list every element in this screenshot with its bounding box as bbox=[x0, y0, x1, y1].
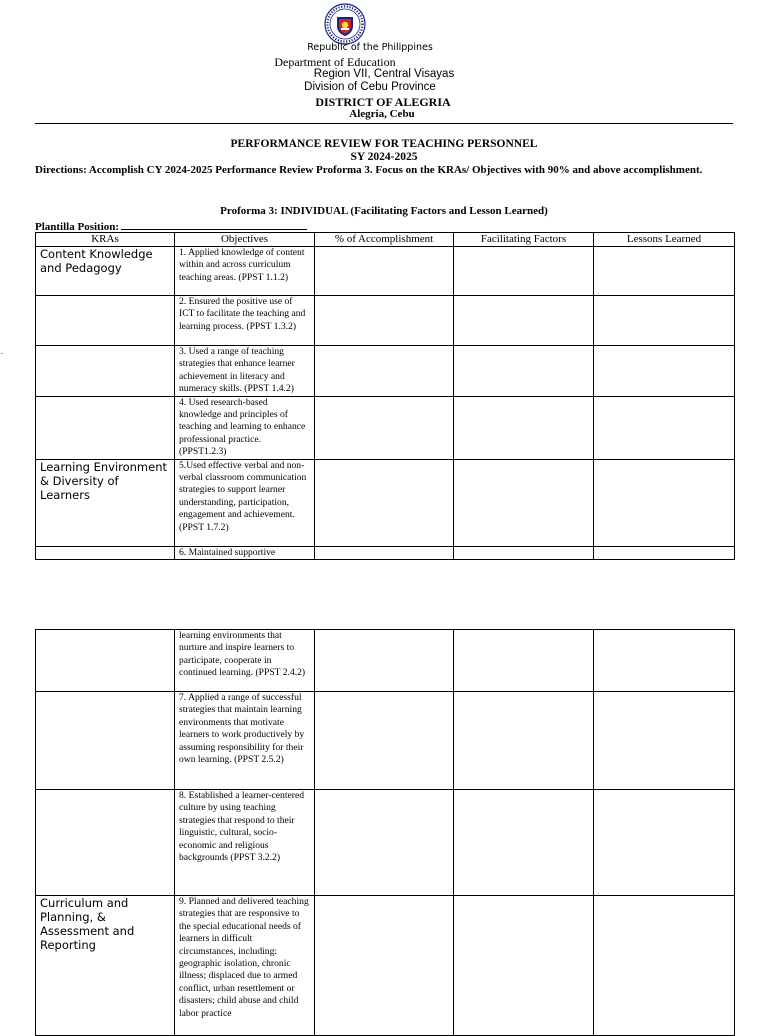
accomplishment-cell[interactable] bbox=[315, 790, 454, 896]
objective-cell: 7. Applied a range of successful strategies that maintain learning environments that motivate learners to work productively by assuming responsibility for their own learning. (PPST 2.5.2) bbox=[175, 692, 315, 790]
directions-text: Directions: Accomplish CY 2024-2025 Performance Review Proforma 3. Focus on the KRAs/ Objectives with 90% and above accomplishment. bbox=[35, 164, 703, 176]
lessons-learned-cell[interactable] bbox=[594, 459, 735, 546]
proforma-title: Proforma 3: INDIVIDUAL (Facilitating Factors and Lesson Learned) bbox=[220, 205, 548, 217]
document-title: PERFORMANCE REVIEW FOR TEACHING PERSONNEL bbox=[230, 138, 538, 150]
lessons-learned-cell[interactable] bbox=[594, 692, 735, 790]
objective-cell: 9. Planned and delivered teaching strategies that are responsive to the special educational needs of learners in difficult circumstances, including: geographic isolation, chronic illness; displaced due to armed conflict, urban resettlement or disasters; child abuse and child labor practice bbox=[175, 896, 315, 1036]
facilitating-factors-cell[interactable] bbox=[454, 296, 594, 346]
accomplishment-cell[interactable] bbox=[315, 546, 454, 559]
kra-cell bbox=[36, 790, 175, 896]
header-accomplishment: % of Accomplishment bbox=[315, 233, 454, 247]
table-row bbox=[36, 296, 735, 346]
kra-cell bbox=[36, 346, 175, 397]
district-text: DISTRICT OF ALEGRIA bbox=[315, 95, 451, 109]
lessons-learned-cell[interactable] bbox=[594, 896, 735, 1036]
accomplishment-cell[interactable] bbox=[315, 296, 454, 346]
kra-cell: Learning Environment & Diversity of Learners bbox=[36, 459, 175, 546]
kra-cell bbox=[36, 692, 175, 790]
facilitating-factors-cell[interactable] bbox=[454, 896, 594, 1036]
objective-cell: 2. Ensured the positive use of ICT to facilitate the teaching and learning process. (PPST 1.3.2) bbox=[175, 296, 315, 346]
kra-cell: Content Knowledge and Pedagogy bbox=[36, 247, 175, 296]
objective-cell: 5.Used effective verbal and non-verbal classroom communication strategies to support learner understanding, participation, engagement and achievement. (PPST 1.7.2) bbox=[175, 459, 315, 546]
table-row bbox=[36, 896, 735, 1036]
table-row bbox=[36, 396, 735, 459]
table-header-row bbox=[36, 233, 735, 247]
header-objectives: Objectives bbox=[175, 233, 315, 247]
lessons-learned-cell[interactable] bbox=[594, 346, 735, 397]
lessons-learned-cell[interactable] bbox=[594, 396, 735, 459]
kra-cell bbox=[36, 630, 175, 692]
facilitating-factors-cell[interactable] bbox=[454, 396, 594, 459]
accomplishment-cell[interactable] bbox=[315, 396, 454, 459]
lessons-learned-cell[interactable] bbox=[594, 296, 735, 346]
school-year: SY 2024-2025 bbox=[350, 151, 418, 163]
kra-cell: Curriculum and Planning, & Assessment and Reporting bbox=[36, 896, 175, 1036]
location-text: Alegria, Cebu bbox=[349, 108, 415, 120]
facilitating-factors-cell[interactable] bbox=[454, 546, 594, 559]
objective-cell: 4. Used research-based knowledge and principles of teaching and learning to enhance professional practice. (PPST1.2.3) bbox=[175, 396, 315, 459]
proforma-table-page1 bbox=[35, 232, 735, 560]
republic-text: Republic of the Philippines bbox=[307, 42, 433, 53]
table-row bbox=[36, 346, 735, 397]
deped-seal-icon bbox=[324, 3, 366, 45]
header-lessons-learned: Lessons Learned bbox=[594, 233, 735, 247]
facilitating-factors-cell[interactable] bbox=[454, 692, 594, 790]
objective-cell: 8. Established a learner-centered culture by using teaching strategies that respond to their linguistic, cultural, socio-economic and religious backgrounds (PPST 3.2.2) bbox=[175, 790, 315, 896]
region-text: Region VII, Central Visayas bbox=[313, 68, 455, 80]
table-row bbox=[36, 692, 735, 790]
header-divider bbox=[35, 123, 733, 124]
lessons-learned-cell[interactable] bbox=[594, 630, 735, 692]
accomplishment-cell[interactable] bbox=[315, 896, 454, 1036]
division-text: Division of Cebu Province bbox=[304, 81, 436, 93]
accomplishment-cell[interactable] bbox=[315, 247, 454, 296]
table-row bbox=[36, 459, 735, 546]
facilitating-factors-cell[interactable] bbox=[454, 346, 594, 397]
objective-cell: 3. Used a range of teaching strategies that enhance learner achievement in literacy and numeracy skills. (PPST 1.4.2) bbox=[175, 346, 315, 397]
header-facilitating-factors: Facilitating Factors bbox=[454, 233, 594, 247]
lessons-learned-cell[interactable] bbox=[594, 790, 735, 896]
facilitating-factors-cell[interactable] bbox=[454, 630, 594, 692]
objective-cell: 6. Maintained supportive bbox=[175, 546, 315, 559]
facilitating-factors-cell[interactable] bbox=[454, 790, 594, 896]
facilitating-factors-cell[interactable] bbox=[454, 247, 594, 296]
accomplishment-cell[interactable] bbox=[315, 459, 454, 546]
plantilla-position bbox=[35, 219, 307, 233]
lessons-learned-cell[interactable] bbox=[594, 546, 735, 559]
objective-cell: 1. Applied knowledge of content within and across curriculum teaching areas. (PPST 1.1.2) bbox=[175, 247, 315, 296]
edge-mark: . bbox=[1, 347, 3, 356]
table-row bbox=[36, 546, 735, 559]
plantilla-label: Plantilla Position: bbox=[35, 221, 120, 233]
kra-cell bbox=[36, 546, 175, 559]
lessons-learned-cell[interactable] bbox=[594, 247, 735, 296]
table-row bbox=[36, 630, 735, 692]
accomplishment-cell[interactable] bbox=[315, 630, 454, 692]
kra-cell bbox=[36, 296, 175, 346]
kra-cell bbox=[36, 396, 175, 459]
table-row bbox=[36, 247, 735, 296]
department-text: Department of Education bbox=[274, 55, 396, 69]
table-row bbox=[36, 790, 735, 896]
accomplishment-cell[interactable] bbox=[315, 692, 454, 790]
header-kras: KRAs bbox=[36, 233, 175, 247]
plantilla-blank-line[interactable] bbox=[121, 219, 307, 230]
facilitating-factors-cell[interactable] bbox=[454, 459, 594, 546]
accomplishment-cell[interactable] bbox=[315, 346, 454, 397]
objective-cell: learning environments that nurture and inspire learners to participate, cooperate in continued learning. (PPST 2.4.2) bbox=[175, 630, 315, 692]
proforma-table-page2 bbox=[35, 629, 735, 1036]
